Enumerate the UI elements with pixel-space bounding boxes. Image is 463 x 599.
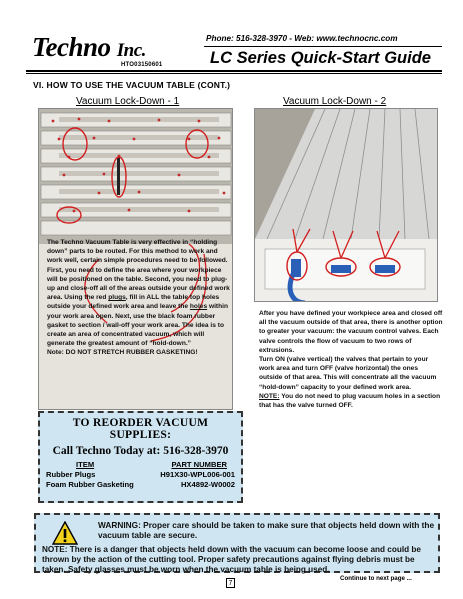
- holes-term: holes: [189, 303, 208, 311]
- header-rule: [26, 70, 442, 72]
- gasket-note: Note: DO NOT STRETCH RUBBER GASKETING!: [47, 349, 198, 357]
- continue-next-page: Continue to next page ...: [340, 575, 412, 582]
- series-title: LC Series Quick-Start Guide: [210, 49, 431, 67]
- parts-table: [46, 460, 235, 489]
- contact-line: Phone: 516-328-3970 - Web: www.technocnc.com: [206, 34, 398, 43]
- vacuum-lockdown-2-text: After you have defined your workpiece area and closed off all the vacuum outside of that area, there is another option to greater your vacuum: the vacuum control valves. Each valve controls the flow of vacuum to two rows of extrusions. Turn ON (valve vertical) the valves that pertain to your work area and turn OFF (valve horizontal) the ones outside of that area. This will concentrate all the vacuum “hold-down” capacity to your defined work area. NOTE: You do not need to plug vacuum holes in a section that has the valve turned OFF.: [259, 310, 443, 410]
- photo-title-2: Vacuum Lock-Down - 2: [283, 96, 387, 107]
- warning-icon: [52, 521, 78, 545]
- plugs-term: plugs: [108, 294, 126, 302]
- page-number: 7: [226, 578, 235, 588]
- contact-rule: [204, 46, 442, 47]
- parts-table-header: [46, 460, 235, 469]
- logo-inc-text: Inc.: [116, 40, 146, 61]
- warning-text: WARNING: Proper care should be taken to make sure that objects held down with the vacuum table are secure.: [98, 520, 435, 540]
- part-number-column-header: PART NUMBER: [171, 460, 227, 469]
- reorder-supplies-box: [38, 411, 243, 503]
- safety-note-text: NOTE: There is a danger that objects held down with the vacuum can become loose and could be thrown by the action of the cutting tool. Proper safety precautions against flying debris must be taken. Safety glasses must be worn when the vacuum table is being used.: [42, 545, 421, 575]
- photo-title-1: Vacuum Lock-Down - 1: [76, 96, 180, 107]
- model-code: HTO03150601: [121, 62, 163, 68]
- part-number-cell: HX4892-W0002: [180, 479, 235, 489]
- item-column-header: ITEM: [76, 460, 95, 469]
- header-rule-thin: [26, 73, 442, 74]
- techno-logo: [32, 32, 146, 66]
- note-label: NOTE:: [259, 392, 280, 400]
- vacuum-valves-illustration: [255, 109, 438, 302]
- item-cell: Rubber Plugs: [46, 469, 96, 479]
- section-title: VI. HOW TO USE THE VACUUM TABLE (CONT.): [33, 80, 231, 90]
- reorder-phone: Call Techno Today at: 516-328-3970: [52, 445, 229, 457]
- vacuum-lockdown-1-text: The Techno Vacuum Table is very effective in “holding down” parts to be routed. For this method to work and work well, certain simple procedures need to be followed. First, you need to define the area where your workpiece will be positioned on the table. Second, you need to plug-up and close-off all of the areas outside your defined work area. Using the red plugs, fill in ALL the table top holes outside your defined work area and leave the holes within your work area open. Next, use the black foam rubber gasket to section / wall-off your work area. The idea is to create an area of concentrated vacuum, which will generate the greatest amount of “hold-down.” Note: DO NOT STRETCH RUBBER GASKETING!: [47, 239, 230, 357]
- logo-main-text: Techno: [32, 32, 111, 62]
- table-row: [46, 469, 235, 479]
- page-header: [26, 32, 442, 72]
- safety-warning-box: [34, 513, 440, 573]
- vacuum-valves-photo-2: [254, 108, 438, 302]
- vacuum-table-photo-1: [38, 108, 233, 410]
- part-number-cell: H91X30-WPL006-001: [160, 469, 235, 479]
- item-cell: Foam Rubber Gasketing: [46, 479, 134, 489]
- table-row: [46, 479, 235, 489]
- reorder-title: TO REORDER VACUUM SUPPLIES:: [72, 417, 209, 441]
